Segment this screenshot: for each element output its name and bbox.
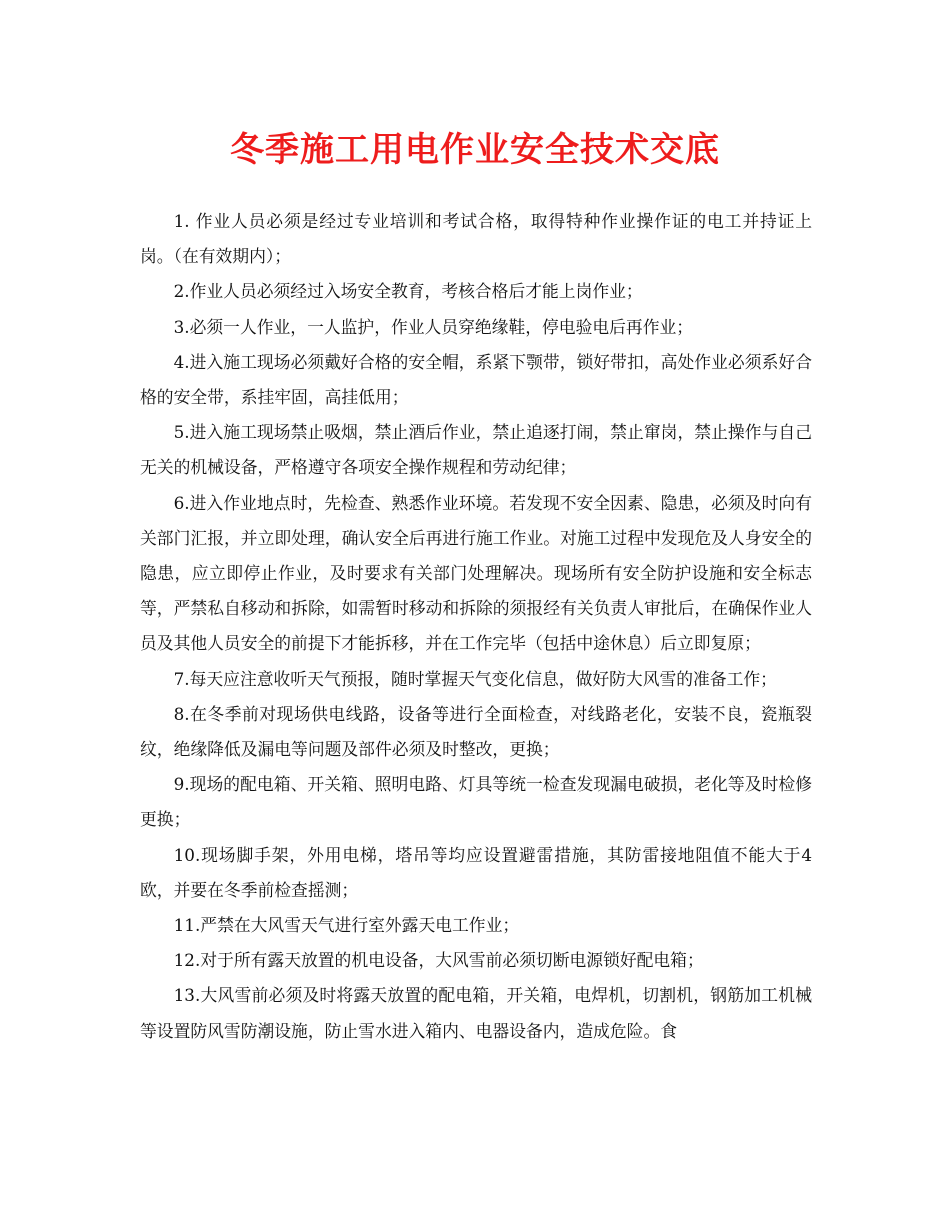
paragraph-6: 6.进入作业地点时，先检查、熟悉作业环境。若发现不安全因素、隐患，必须及时向有关部门汇报，并立即处理，确认安全后再进行施工作业。对施工过程中发现危及人身安全的隐患，应立即停止作业，及时要求有关部门处理解决。现场所有安全防护设施和安全标志等，严禁私自移动和拆除，如需暂时移动和拆除的须报经有关负责人审批后，在确保作业人员及其他人员安全的前提下才能拆移，并在工作完毕（包括中途休息）后立即复原； <box>140 492 812 654</box>
paragraph-9: 9.现场的配电箱、开关箱、照明电路、灯具等统一检查发现漏电破损，老化等及时检修更换； <box>140 774 812 830</box>
paragraph-5: 5.进入施工现场禁止吸烟，禁止酒后作业，禁止追逐打闹，禁止窜岗，禁止操作与自己无关的机械设备，严格遵守各项安全操作规程和劳动纪律； <box>140 422 812 478</box>
paragraph-10: 10.现场脚手架，外用电梯，塔吊等均应设置避雷措施，其防雷接地阻值不能大于4欧，并要在冬季前检查摇测； <box>140 844 812 900</box>
document-title: 冬季施工用电作业安全技术交底 <box>230 130 720 170</box>
paragraph-2: 2.作业人员必须经过入场安全教育，考核合格后才能上岗作业； <box>173 281 643 302</box>
paragraph-8: 8.在冬季前对现场供电线路，设备等进行全面检查，对线路老化，安装不良，瓷瓶裂纹，绝缘降低及漏电等问题及部件必须及时整改，更换； <box>140 703 812 760</box>
paragraph-13: 13.大风雪前必须及时将露天放置的配电箱，开关箱，电焊机，切割机，钢筋加工机械等设置防风雪防潮设施，防止雪水进入箱内、电器设备内，造成危险。食 <box>140 985 812 1041</box>
paragraph-12: 12.对于所有露天放置的机电设备，大风雪前必须切断电源锁好配电箱； <box>173 950 704 971</box>
document-body <box>140 204 812 1049</box>
paragraph-11: 11.严禁在大风雪天气进行室外露天电工作业； <box>173 915 520 936</box>
paragraph-3: 3.必须一人作业，一人监护，作业人员穿绝缘鞋，停电验电后再作业； <box>173 316 694 337</box>
paragraph-7: 7.每天应注意收听天气预报，随时掌握天气变化信息，做好防大风雪的准备工作； <box>173 668 777 689</box>
paragraph-4: 4.进入施工现场必须戴好合格的安全帽，系紧下颚带，锁好带扣，高处作业必须系好合格的安全带，系挂牢固，高挂低用； <box>140 351 812 408</box>
paragraph-1: 1. 作业人员必须是经过专业培训和考试合格，取得特种作业操作证的电工并持证上岗。（在有效期内）； <box>140 211 812 267</box>
